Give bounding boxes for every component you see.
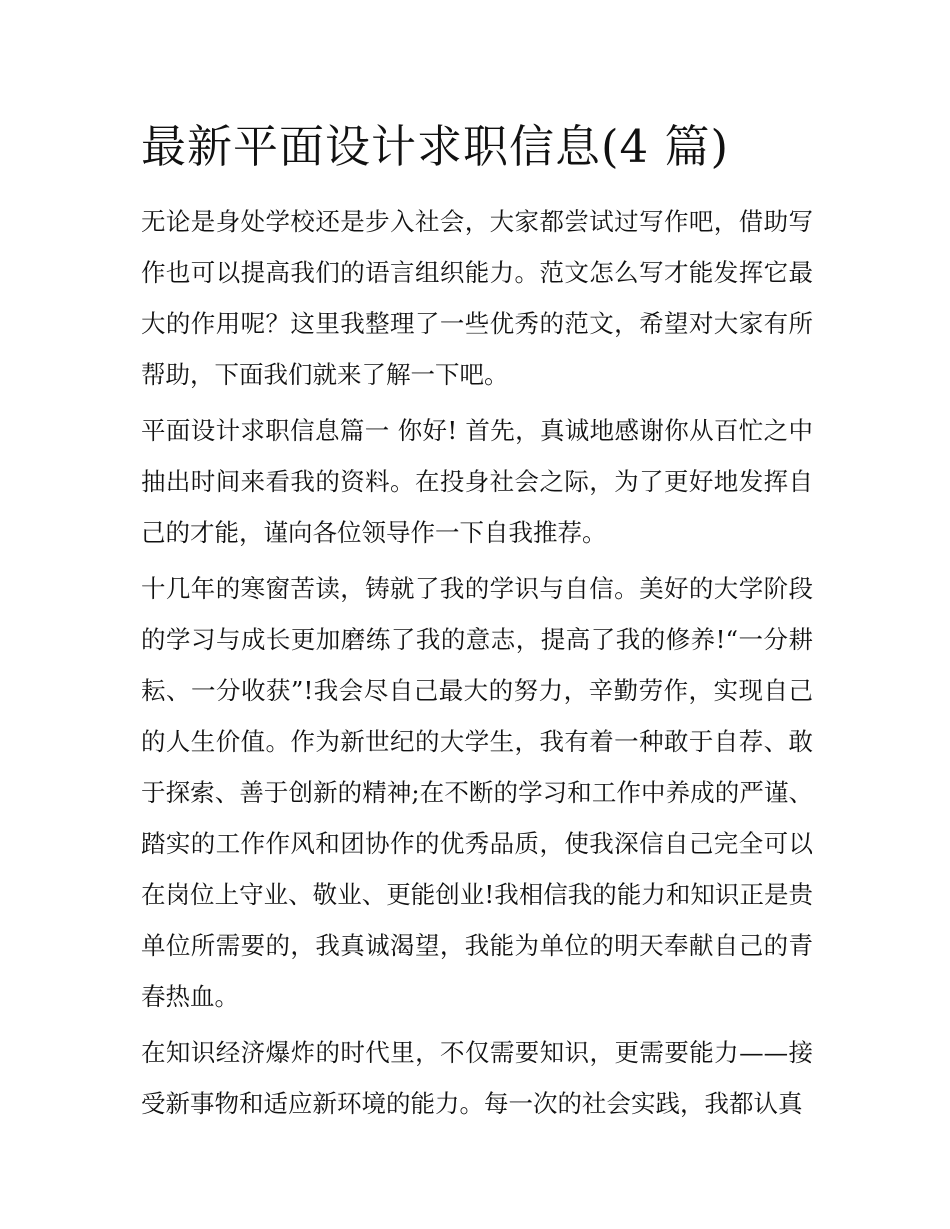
paragraph-self-introduction: 十几年的寒窗苦读，铸就了我的学识与自信。美好的大学阶段的学习与成长更加磨练了我的意志，提高了我的修养!“一分耕耘、一分收获”!我会尽自己最大的努力，辛勤劳作，实现自己的人生价值。作为新世纪的大学生，我有着一种敢于自荐、敢于探索、善于创新的精神;在不断的学习和工作中养成的严谨、踏实的工作作风和团协作的优秀品质，使我深信自己完全可以在岗位上守业、敬业、更能创业!我相信我的能力和知识正是贵单位所需要的，我真诚渴望，我能为单位的明天奉献自己的青春热血。	[141, 574, 813, 1011]
document-title: 最新平面设计求职信息(4 篇)	[141, 120, 730, 173]
document-body	[141, 196, 813, 1134]
paragraph-intro: 无论是身处学校还是步入社会，大家都尝试过写作吧，借助写作也可以提高我们的语言组织能力。范文怎么写才能发挥它最大的作用呢？这里我整理了一些优秀的范文，希望对大家有所帮助，下面我们就来了解一下吧。	[141, 207, 813, 389]
paragraph-greeting: 平面设计求职信息篇一 你好! 首先，真诚地感谢你从百忙之中抽出时间来看我的资料。在投身社会之际，为了更好地发挥自己的才能，谨向各位领导作一下自我推荐。	[141, 416, 813, 547]
paragraph-abilities: 在知识经济爆炸的时代里，不仅需要知识，更需要能力——接受新事物和适应新环境的能力。每一次的社会实践，我都认真	[141, 1038, 813, 1118]
